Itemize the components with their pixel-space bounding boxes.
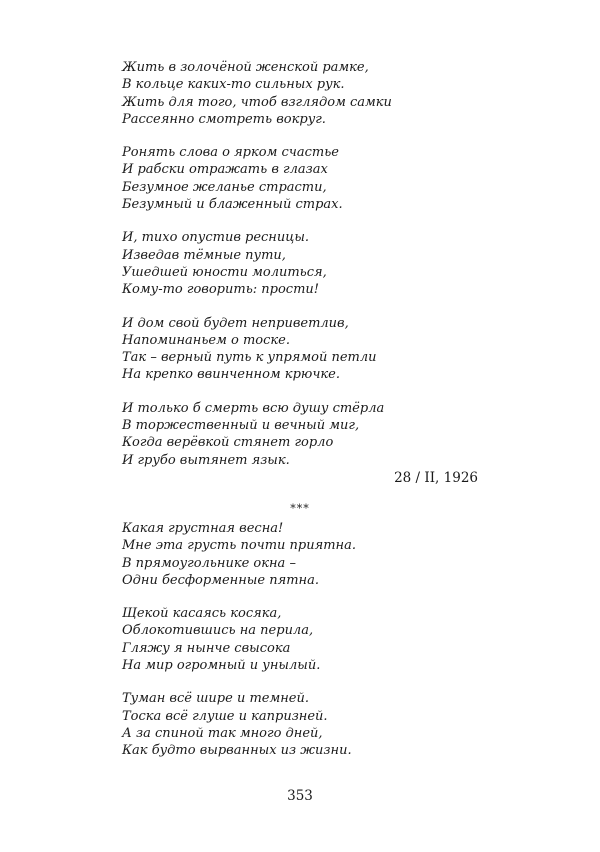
poem-line: Тоска всё глуше и капризней.	[122, 708, 328, 724]
poem-line: Туман всё шире и темней.	[122, 691, 310, 707]
poem-line: Облокотившись на перила,	[122, 623, 314, 639]
poem-line: В торжественный и вечный миг,	[122, 418, 360, 434]
poem-line: Ушедшей юности молиться,	[122, 264, 327, 280]
poem-line: Одни бесформенные пятна.	[122, 572, 319, 588]
poem-line: На крепко ввинченном крючке.	[122, 367, 341, 383]
poem-line: Когда верёвкой стянет горло	[122, 435, 334, 451]
section-separator: ***	[290, 502, 310, 515]
poem-date: 28 / II, 1926	[394, 470, 478, 486]
poem-line: Так – верный путь к упрямой петли	[122, 350, 377, 366]
stanza	[122, 144, 492, 213]
poem-line: Мне эта грусть почти приятна.	[122, 538, 357, 554]
poem-line: Изведав тёмные пути,	[122, 247, 286, 263]
poem-line: И только б смерть всю душу стёрла	[122, 400, 385, 416]
poem-line: Жить в золочёной женской рамке,	[122, 60, 369, 75]
poem-1	[122, 59, 492, 485]
page-number: 353	[287, 788, 313, 804]
poem-line: Рассеянно смотреть вокруг.	[122, 111, 326, 127]
poem-line: И дом свой будет неприветлив,	[122, 315, 349, 331]
poem-line: Ронять слова о ярком счастье	[122, 145, 340, 161]
poem-line: Как будто вырванных из жизни.	[122, 743, 352, 759]
stanza	[122, 59, 492, 128]
poem-line: А за спиной так много дней,	[122, 725, 323, 741]
poem-line: На мир огромный и унылый.	[122, 658, 321, 674]
stanza	[122, 520, 492, 589]
poem-line: Напоминаньем о тоске.	[122, 332, 290, 348]
poem-line: Безумный и блаженный страх.	[122, 197, 343, 213]
poem-line: Щекой касаясь косяка,	[122, 606, 282, 622]
poem-line: Жить для того, чтоб взглядом самки	[122, 94, 392, 110]
stanza	[122, 315, 492, 384]
poem-line: Какая грустная весна!	[122, 521, 284, 536]
stanza	[122, 229, 492, 298]
poem-line: Гляжу я нынче свысока	[122, 640, 291, 656]
poem-line: И, тихо опустив ресницы.	[122, 230, 310, 246]
stanza	[122, 690, 492, 759]
poem-line: И рабски отражать в глазах	[122, 162, 328, 178]
poem-2	[122, 520, 492, 776]
poem-line: В прямоугольнике окна –	[122, 555, 296, 571]
stanza	[122, 400, 492, 469]
stanza	[122, 605, 492, 674]
poem-line: Кому-то говорить: прости!	[122, 282, 320, 298]
poem-line: В кольце каких-то сильных рук.	[122, 77, 345, 93]
poem-line: Безумное желанье страсти,	[122, 179, 327, 195]
poem-line: И грубо вытянет язык.	[122, 452, 290, 468]
